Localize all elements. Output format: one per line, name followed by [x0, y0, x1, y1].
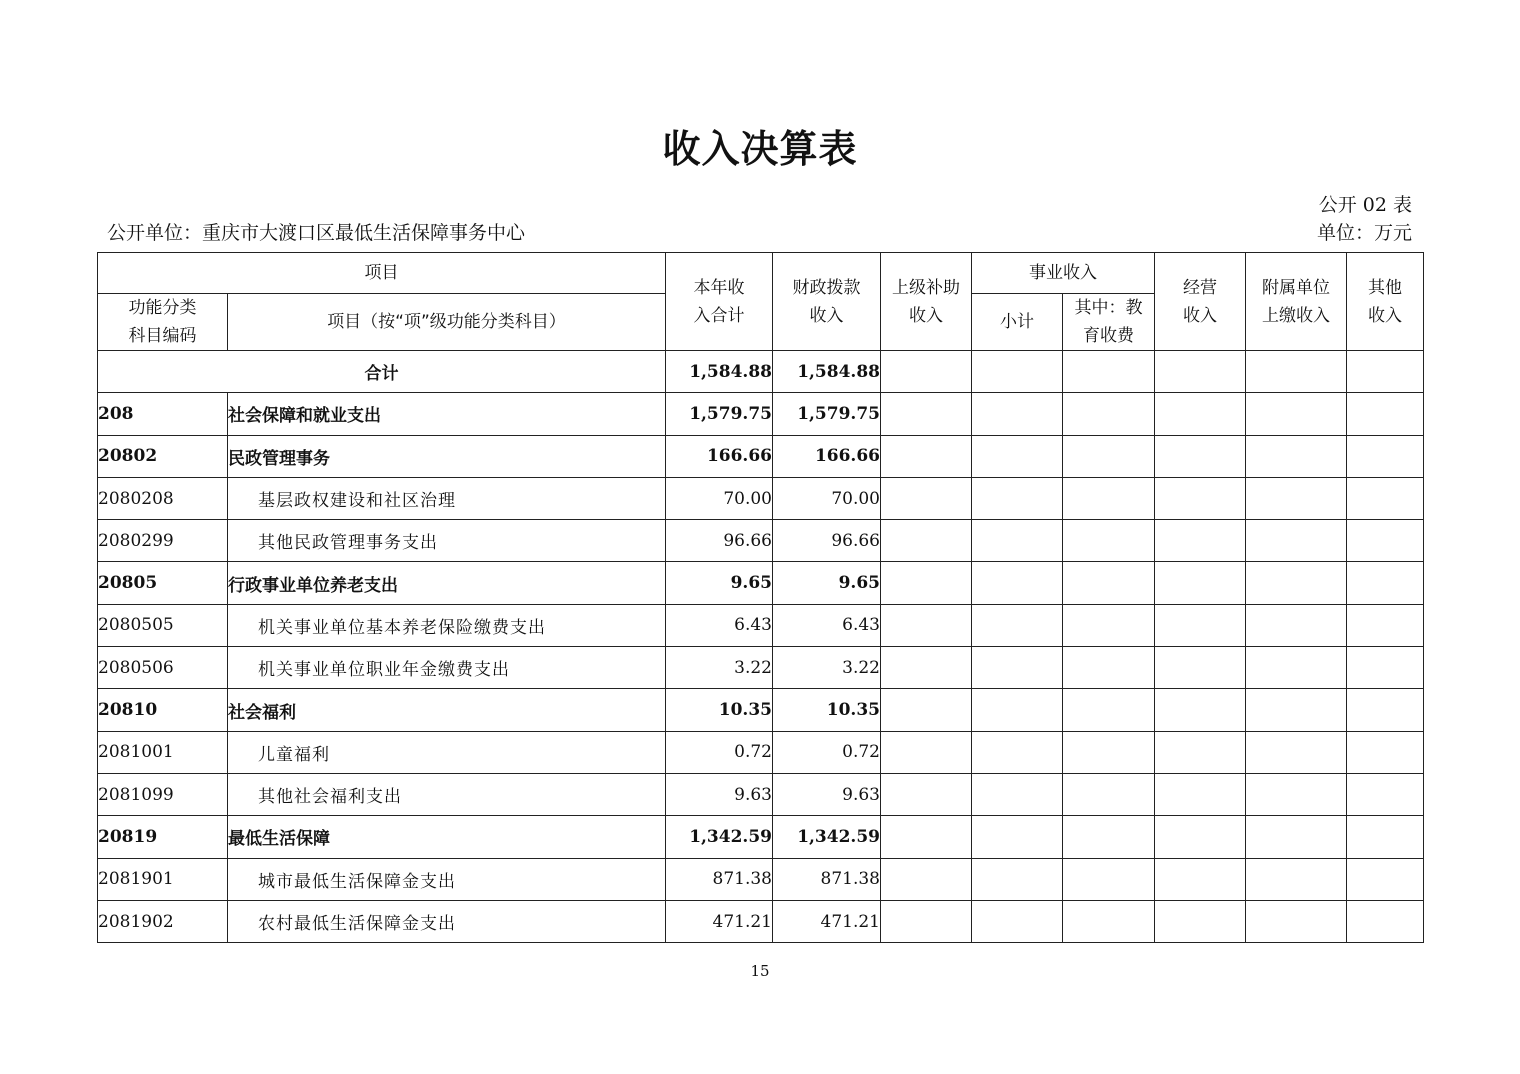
row-empty-cell [972, 435, 1063, 477]
row-name: 其他民政管理事务支出 [228, 520, 666, 562]
row-fiscal: 1,579.75 [773, 393, 881, 435]
row-code: 2081001 [98, 731, 228, 773]
row-code: 2081901 [98, 858, 228, 900]
row-empty-cell [972, 562, 1063, 604]
row-empty-cell [1155, 562, 1246, 604]
row-empty-cell [1347, 731, 1424, 773]
row-name: 城市最低生活保障金支出 [228, 858, 666, 900]
row-code: 2081099 [98, 773, 228, 815]
row-fiscal: 1,342.59 [773, 816, 881, 858]
row-empty-cell [1063, 435, 1155, 477]
row-name: 民政管理事务 [228, 435, 666, 477]
row-fiscal: 6.43 [773, 604, 881, 646]
row-empty-cell [1063, 900, 1155, 942]
row-empty-cell [1155, 435, 1246, 477]
table-row [98, 647, 1424, 689]
header-business-subtotal: 小计 [972, 294, 1063, 351]
currency-unit: 单位：万元 [1316, 222, 1412, 244]
row-name: 行政事业单位养老支出 [228, 562, 666, 604]
row-empty-cell [1347, 393, 1424, 435]
table-row [98, 520, 1424, 562]
total-fiscal: 1,584.88 [773, 351, 881, 393]
row-name: 儿童福利 [228, 731, 666, 773]
row-empty-cell [881, 520, 972, 562]
row-empty-cell [1246, 520, 1347, 562]
row-empty-cell [1347, 520, 1424, 562]
row-empty-cell [1347, 858, 1424, 900]
row-empty-cell [1246, 393, 1347, 435]
row-total: 1,342.59 [666, 816, 773, 858]
row-total: 0.72 [666, 731, 773, 773]
row-name: 基层政权建设和社区治理 [228, 477, 666, 519]
table-row [98, 393, 1424, 435]
row-total: 9.65 [666, 562, 773, 604]
header-project-group: 项目 [98, 253, 666, 294]
row-empty-cell [972, 773, 1063, 815]
row-empty-cell [881, 477, 972, 519]
table-row [98, 689, 1424, 731]
row-total: 166.66 [666, 435, 773, 477]
header-fiscal: 财政拨款收入 [773, 253, 881, 351]
table-row [98, 604, 1424, 646]
row-empty-cell [1063, 520, 1155, 562]
table-row [98, 477, 1424, 519]
row-empty-cell [1063, 477, 1155, 519]
row-code: 2080299 [98, 520, 228, 562]
income-table [97, 252, 1424, 943]
row-empty-cell [881, 900, 972, 942]
row-empty-cell [1155, 773, 1246, 815]
row-fiscal: 871.38 [773, 858, 881, 900]
row-total: 9.63 [666, 773, 773, 815]
row-name: 社会保障和就业支出 [228, 393, 666, 435]
row-empty-cell [1246, 647, 1347, 689]
row-empty-cell [1246, 816, 1347, 858]
row-code: 2080208 [98, 477, 228, 519]
header-other: 其他收入 [1347, 253, 1424, 351]
row-empty-cell [1063, 731, 1155, 773]
row-total: 70.00 [666, 477, 773, 519]
row-empty-cell [1063, 689, 1155, 731]
row-fiscal: 471.21 [773, 900, 881, 942]
row-empty-cell [1347, 562, 1424, 604]
row-fiscal: 96.66 [773, 520, 881, 562]
row-empty-cell [1246, 900, 1347, 942]
row-total: 1,579.75 [666, 393, 773, 435]
row-empty-cell [1063, 773, 1155, 815]
row-name: 机关事业单位基本养老保险缴费支出 [228, 604, 666, 646]
row-empty-cell [881, 604, 972, 646]
row-empty-cell [972, 393, 1063, 435]
row-total: 6.43 [666, 604, 773, 646]
row-fiscal: 3.22 [773, 647, 881, 689]
row-empty-cell [1063, 647, 1155, 689]
row-empty-cell [881, 689, 972, 731]
row-empty-cell [1347, 900, 1424, 942]
row-empty-cell [1063, 393, 1155, 435]
row-empty-cell [881, 858, 972, 900]
header-name: 项目（按“项”级功能分类科目） [228, 294, 666, 351]
row-empty-cell [1246, 731, 1347, 773]
row-total: 96.66 [666, 520, 773, 562]
row-total: 10.35 [666, 689, 773, 731]
row-empty-cell [881, 393, 972, 435]
row-code: 20810 [98, 689, 228, 731]
row-empty-cell [881, 647, 972, 689]
row-code: 2080506 [98, 647, 228, 689]
table-row [98, 731, 1424, 773]
total-total: 1,584.88 [666, 351, 773, 393]
table-row [98, 858, 1424, 900]
row-empty-cell [1155, 477, 1246, 519]
table-row [98, 562, 1424, 604]
row-empty-cell [881, 562, 972, 604]
row-name: 农村最低生活保障金支出 [228, 900, 666, 942]
page-title: 收入决算表 [662, 127, 858, 171]
table-row [98, 900, 1424, 942]
row-total: 871.38 [666, 858, 773, 900]
total-row [98, 351, 1424, 393]
row-empty-cell [1063, 562, 1155, 604]
row-code: 2081902 [98, 900, 228, 942]
row-empty-cell [972, 477, 1063, 519]
row-name: 其他社会福利支出 [228, 773, 666, 815]
row-total: 3.22 [666, 647, 773, 689]
row-code: 20802 [98, 435, 228, 477]
reporting-unit: 公开单位：重庆市大渡口区最低生活保障事务中心 [107, 222, 526, 244]
row-empty-cell [1155, 689, 1246, 731]
row-empty-cell [1155, 393, 1246, 435]
row-empty-cell [972, 900, 1063, 942]
header-affiliated: 附属单位上缴收入 [1246, 253, 1347, 351]
row-empty-cell [1347, 689, 1424, 731]
row-empty-cell [1246, 689, 1347, 731]
table-row [98, 773, 1424, 815]
row-empty-cell [1155, 858, 1246, 900]
row-empty-cell [1155, 816, 1246, 858]
row-fiscal: 0.72 [773, 731, 881, 773]
row-empty-cell [1347, 647, 1424, 689]
row-fiscal: 10.35 [773, 689, 881, 731]
row-empty-cell [1155, 520, 1246, 562]
row-fiscal: 70.00 [773, 477, 881, 519]
header-operating: 经营收入 [1155, 253, 1246, 351]
row-fiscal: 9.65 [773, 562, 881, 604]
row-code: 20819 [98, 816, 228, 858]
row-empty-cell [1155, 604, 1246, 646]
row-empty-cell [972, 647, 1063, 689]
row-empty-cell [1063, 858, 1155, 900]
table-row [98, 816, 1424, 858]
row-empty-cell [972, 858, 1063, 900]
total-label: 合计 [98, 351, 666, 393]
unit-line [107, 218, 1412, 245]
row-total: 471.21 [666, 900, 773, 942]
row-empty-cell [881, 731, 972, 773]
row-empty-cell [881, 773, 972, 815]
row-empty-cell [1347, 604, 1424, 646]
row-empty-cell [1063, 604, 1155, 646]
header-code: 功能分类科目编码 [98, 294, 228, 351]
row-empty-cell [1347, 816, 1424, 858]
row-fiscal: 9.63 [773, 773, 881, 815]
row-fiscal: 166.66 [773, 435, 881, 477]
row-empty-cell [1246, 435, 1347, 477]
row-name: 社会福利 [228, 689, 666, 731]
row-name: 最低生活保障 [228, 816, 666, 858]
row-empty-cell [1246, 604, 1347, 646]
header-business-edu: 其中：教育收费 [1063, 294, 1155, 351]
row-empty-cell [1246, 773, 1347, 815]
row-empty-cell [1347, 435, 1424, 477]
table-id: 公开 02 表 [1318, 194, 1412, 216]
header-subsidy: 上级补助收入 [881, 253, 972, 351]
header-total: 本年收入合计 [666, 253, 773, 351]
page-number: 15 [750, 962, 770, 980]
row-empty-cell [1246, 858, 1347, 900]
row-empty-cell [1246, 562, 1347, 604]
row-empty-cell [972, 604, 1063, 646]
row-empty-cell [972, 731, 1063, 773]
header-business: 事业收入 [972, 253, 1155, 294]
row-empty-cell [881, 435, 972, 477]
row-empty-cell [1347, 477, 1424, 519]
row-code: 208 [98, 393, 228, 435]
row-empty-cell [881, 816, 972, 858]
row-name: 机关事业单位职业年金缴费支出 [228, 647, 666, 689]
row-empty-cell [972, 816, 1063, 858]
row-empty-cell [972, 520, 1063, 562]
row-code: 2080505 [98, 604, 228, 646]
row-empty-cell [1246, 477, 1347, 519]
row-empty-cell [1155, 731, 1246, 773]
table-row [98, 435, 1424, 477]
row-empty-cell [1155, 647, 1246, 689]
row-empty-cell [1155, 900, 1246, 942]
row-empty-cell [972, 689, 1063, 731]
row-code: 20805 [98, 562, 228, 604]
row-empty-cell [1347, 773, 1424, 815]
row-empty-cell [1063, 816, 1155, 858]
